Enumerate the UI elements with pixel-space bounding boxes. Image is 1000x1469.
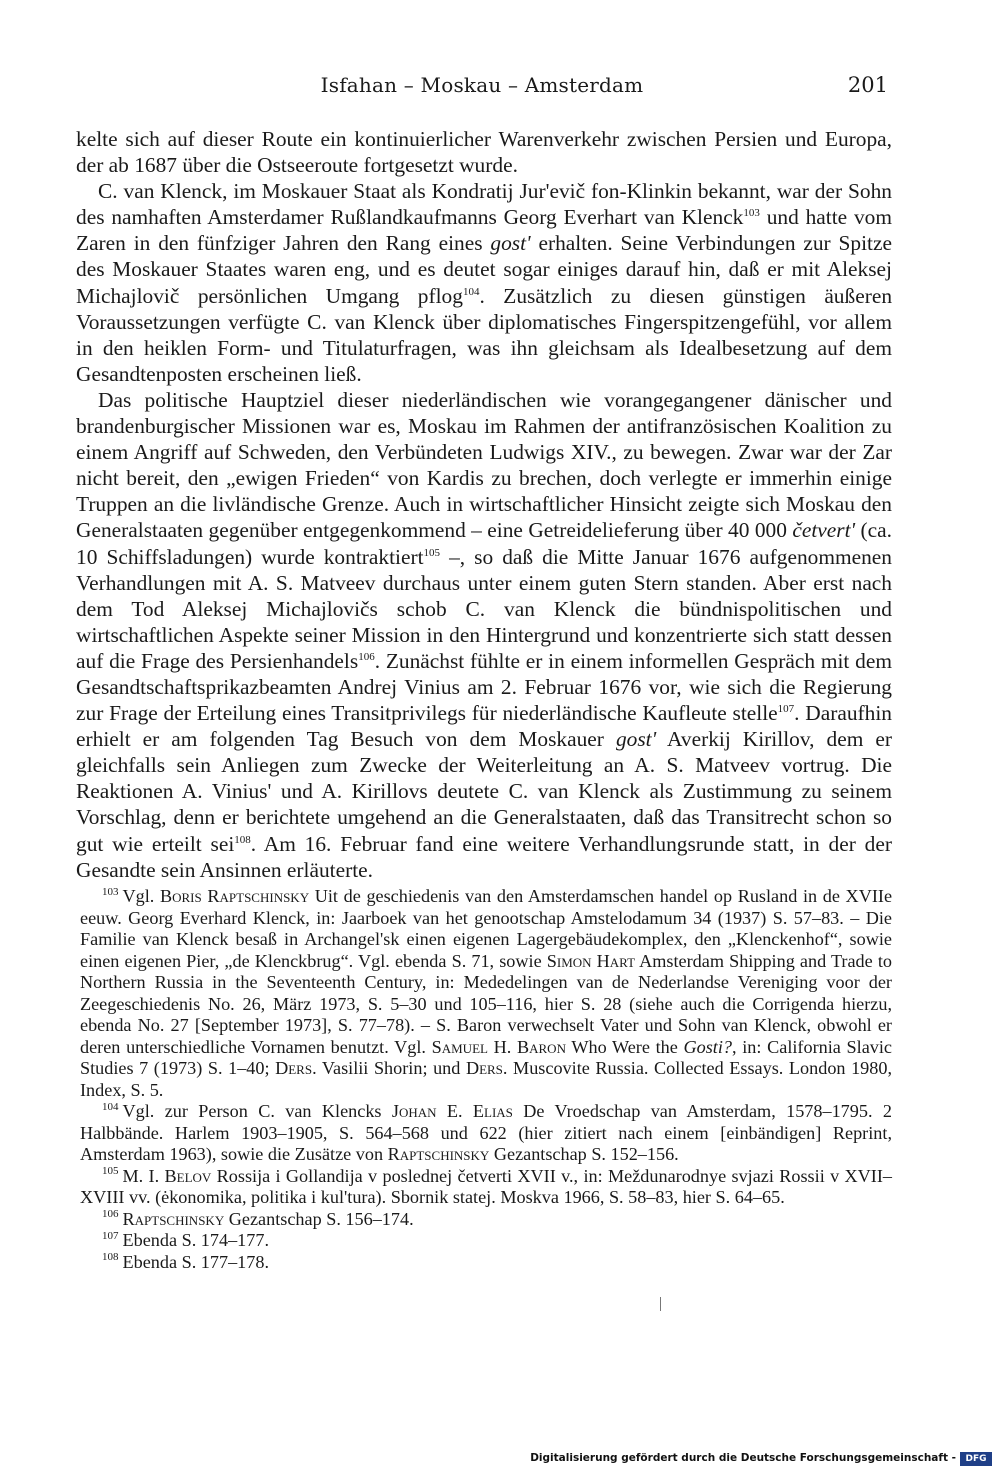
footnote-103: $^{103}$ Vgl. Boris Raptschinsky Uit de geschiedenis van den Amsterdamschen handel op Rusland in de XVIIe eeuw. Georg Everhard Klenck, in: Jaarboek van het genootschap Amstelodamum 34 (1937) S. 57–83. – Die Familie van Klenck besaß in Archangel'sk einen eigenen Lagergebäudekomplex, den „Klenckenhof“, sowie einen eigenen Pier, „de Klenckbrug“. Vgl. ebenda S. 71, sowie Simon Hart Amsterdam Shipping and Trade to Northern Russia in the Seventeenth Century, in: Mededelingen van de Nederlandse Vereniging voor der Zeegeschiedenis No. 26, März 1973, S. 5–30 und 105–116, hier S. 28 (siehe auch die Corrigenda hierzu, ebenda No. 27 [September 1973], S. 77–78). – S. Baron verwechselt Vater und Sohn van Klenck, obwohl er deren unterschiedliche Vornamen benutzt. Vgl. Samuel H. Baron Who Were the Gosti?, in: California Slavic Studies 7 (1973) S. 1–40; Ders. Vasilii Shorin; und Ders. Muscovite Russia. Collected Essays. London 1980, Index, S. 5. bbox=[80, 885, 893, 1100]
digitization-footer bbox=[0, 1450, 1000, 1469]
footnote-105: $^{105}$ M. I. Belov Rossija i Gollandija v poslednej četverti XVII v., in: Meždunarodnye svjazi Rossii v XVII–XVIII vv. (ėkonomika, politika i kul'tura). Sbornik statej. Moskva 1966, S. 58–83, hier S. 64–65. bbox=[80, 1165, 892, 1207]
footnote-ref-105[interactable]: 105 bbox=[423, 546, 441, 559]
page-header bbox=[76, 73, 888, 103]
paragraph-1: kelte sich auf dieser Route ein kontinuierlicher Warenverkehr zwischen Persien und Europa, der ab 1687 über die Ostseeroute fortgesetzt wurde. bbox=[76, 127, 892, 178]
main-text bbox=[76, 126, 892, 883]
footnote-106: $^{106}$ Raptschinsky Gezantschap S. 156–174. bbox=[102, 1208, 414, 1229]
footnote-ref-107[interactable]: 107 bbox=[777, 702, 795, 715]
footnote-ref-104[interactable]: 104 bbox=[462, 285, 480, 298]
footnotes bbox=[80, 886, 892, 1273]
footnote-104: $^{104}$ Vgl. zur Person C. van Klencks Johan E. Elias De Vroedschap van Amsterdam, 1578–1795. 2 Halbbände. Harlem 1903–1905, S. 564–568 und 622 (hier zitiert nach einem [einbändigen] Reprint, Amsterdam 1963), sowie die Zusätze von Raptschinsky Gezantschap S. 152–156. bbox=[80, 1100, 892, 1164]
running-head: Isfahan – Moskau – Amsterdam bbox=[320, 73, 644, 97]
footnote-ref-106[interactable]: 106 bbox=[358, 650, 375, 663]
page-number: 201 bbox=[847, 73, 888, 97]
footnote-108: $^{108}$ Ebenda S. 177–178. bbox=[102, 1251, 269, 1272]
dfg-logo: DFG bbox=[960, 1452, 992, 1466]
paragraph-3: Das politische Hauptziel dieser niederländischen wie vorangegangener dänischer und brandenburgischer Missionen war es, Moskau im Rahmen der antifranzösischen Koalition zu einem Angriff auf Schweden, den Verbündeten Ludwigs XIV., zu bewegen. Zwar war der Zar nicht bereit, den „ewigen Frieden“ von Kardis zu brechen, doch verlegte er immerhin einige Truppen an die livländische Grenze. Auch in wirtschaftlicher Hinsicht zeigte sich Moskau den Generalstaaten gegenüber entgegenkommend – eine Getreidelieferung über 40 000 četvert' (ca. 10 Schiffsladungen) wurde kontraktiert$^{105}$ –, so daß die Mitte Januar 1676 aufgenommenen Verhandlungen mit A. S. Matveev durchaus unter einem guten Stern standen. Aber erst nach dem Tod Aleksej Michajlovičs schob C. van Klenck die bündnispolitischen und wirtschaftlichen Aspekte seiner Mission in den Hintergrund und konzentrierte sich statt dessen auf die Frage des Persienhandels$^{106}$. Zunächst fühlte er in einem informellen Gespräch mit dem Gesandtschaftsprikazbeamten Andrej Vinius am 2. Februar 1676 vor, wie sich die Regierung zur Frage der Erteilung eines Transitprivilegs für niederländische Kaufleute stelle$^{107}$. Daraufhin erhielt er am folgenden Tag Besuch von dem Moskauer gost' Averkij Kirillov, dem er gleichfalls sein Anliegen zum Zwecke der Weiterleitung an A. S. Matveev vortrug. Die Reaktionen A. Vinius' und A. Kirillovs deutete C. van Klenck als Zustimmung zu seinem Vorschlag, denn er berichtete umgehend an die Generalstaaten, daß das Transitrecht schon so gut wie erteilt sei$^{108}$. Am 16. Februar fand eine weitere Verhandlungsrunde statt, in der der Gesandte sein Ansinnen erläuterte. bbox=[76, 387, 893, 882]
scan-artifact-mark bbox=[660, 1297, 661, 1311]
funding-note: Digitalisierung gefördert durch die Deutsche Forschungsgemeinschaft - bbox=[530, 1452, 956, 1464]
footnote-ref-108[interactable]: 108 bbox=[234, 833, 251, 846]
footnote-ref-103[interactable]: 103 bbox=[743, 207, 760, 220]
paragraph-2: C. van Klenck, im Moskauer Staat als Kondratij Jur'evič fon-Klinkin bekannt, war der Sohn des namhaften Amsterdamer Rußlandkaufmanns Georg Everhart van Klenck$^{103}$ und hatte vom Zaren in den fünfziger Jahren den Rang eines gost' erhalten. Seine Verbindungen zur Spitze des Moskauer Staates waren eng, und es deutet sogar einiges darauf hin, daß er mit Aleksej Michajlovič persönlichen Umgang pflog$^{104}$. Zusätzlich zu diesen günstigen äußeren Voraussetzungen verfügte C. van Klenck über diplomatisches Fingerspitzengefühl, vor allem in den heiklen Form- und Titulaturfragen, was ihn gleichsam als Idealbesetzung auf dem Gesandtenposten erscheinen ließ. bbox=[76, 179, 893, 386]
footnote-107: $^{107}$ Ebenda S. 174–177. bbox=[102, 1229, 269, 1250]
